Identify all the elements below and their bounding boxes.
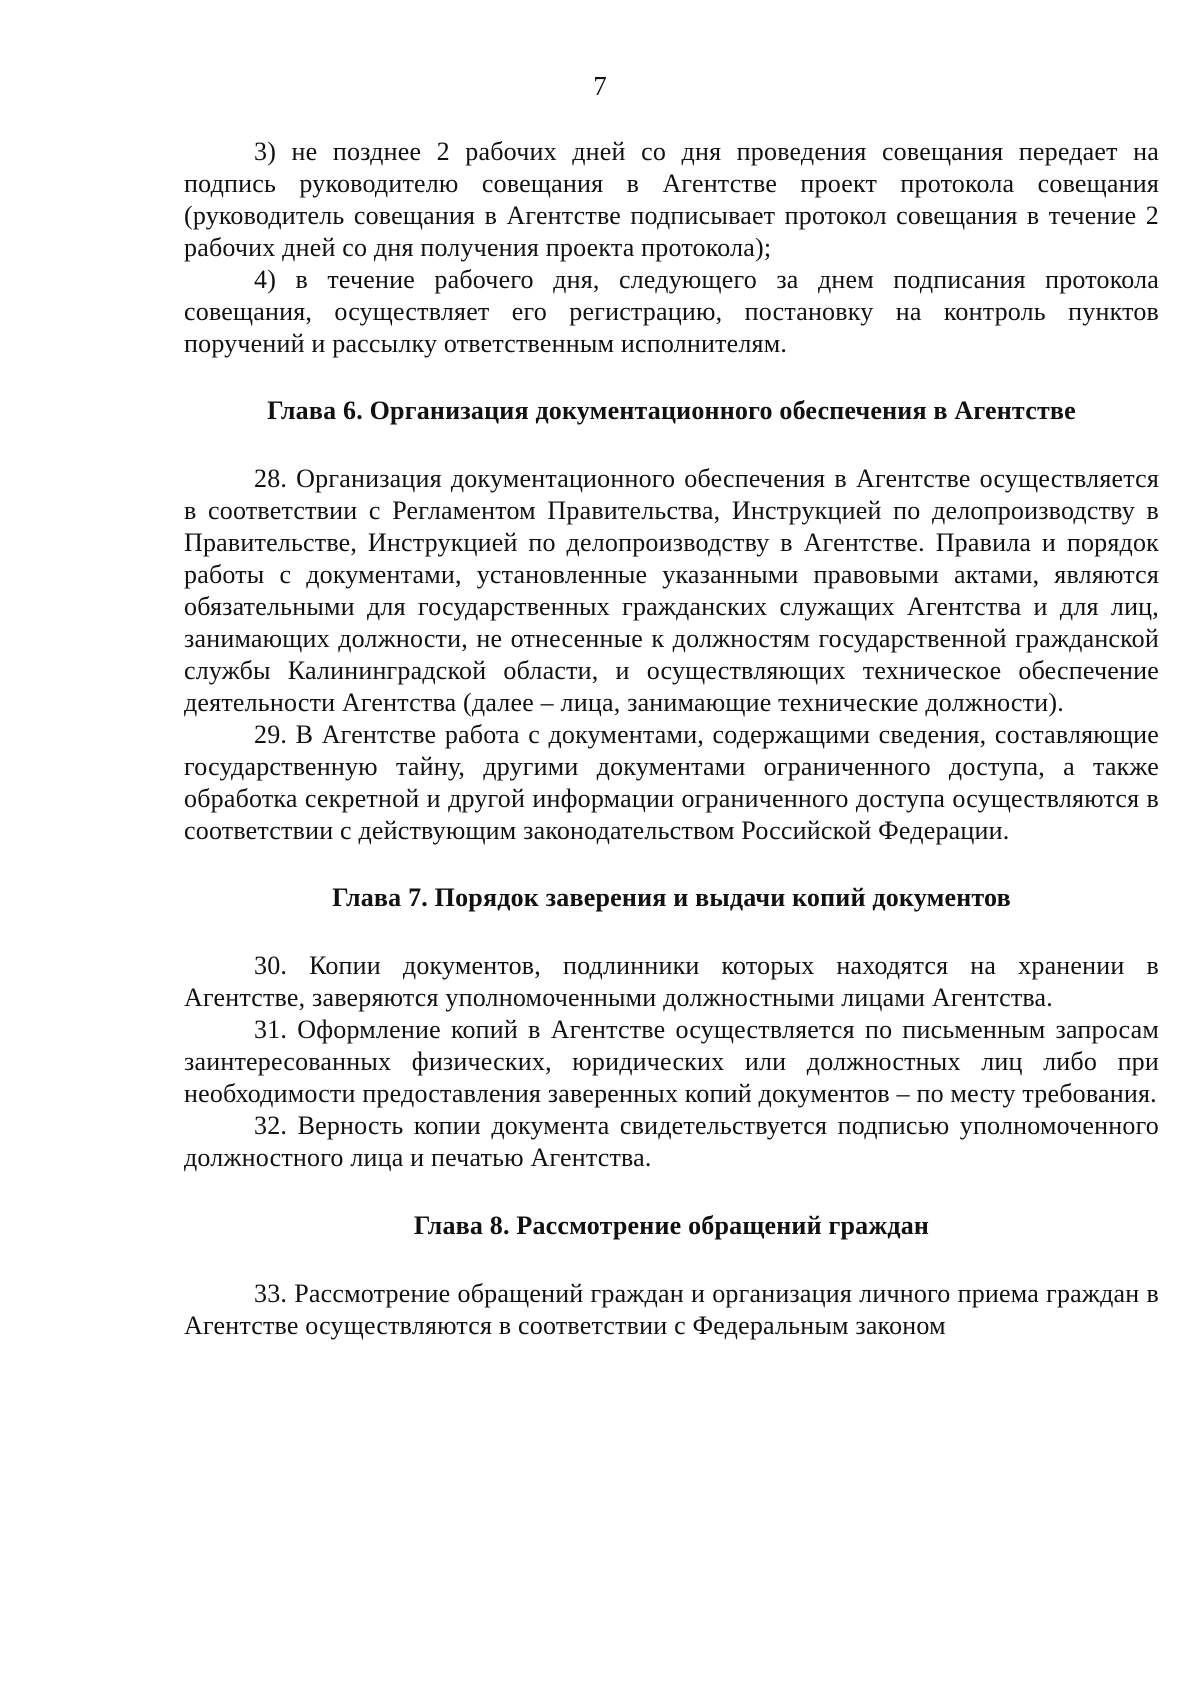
paragraph-30: 30. Копии документов, подлинники которых находятся на хранении в Агентстве, заверяются уполномоченными должностными лицами Агентства. bbox=[184, 951, 1159, 1012]
document-body bbox=[184, 136, 1159, 1342]
paragraph-28: 28. Организация документационного обеспечения в Агентстве осуществляется в соответствии с Регламентом Правительства, Инструкцией по делопроизводству в Правительстве, Инструкцией по делопроизводству в Агентстве. Правила и порядок работы с документами, установленные указанными правовыми актами, являются обязательными для государственных гражданских служащих Агентства и для лиц, занимающих должности, не отнесенные к должностям государственной гражданской службы Калининградской области, и осуществляющих техническое обеспечение деятельности Агентства (далее – лица, занимающие технические должности). bbox=[184, 464, 1159, 717]
paragraph-item-3: 3) не позднее 2 рабочих дней со дня проведения совещания передает на подпись руководителю совещания в Агентстве проект протокола совещания (руководитель совещания в Агентстве подписывает протокол совещания в течение 2 рабочих дней со дня получения проекта протокола); bbox=[184, 137, 1159, 262]
chapter-8-title: Глава 8. Рассмотрение обращений граждан bbox=[413, 1211, 930, 1240]
paragraph-31: 31. Оформление копий в Агентстве осуществляется по письменным запросам заинтересованных физических, юридических или должностных лиц либо при необходимости предоставления заверенных копий документов – по месту требования. bbox=[184, 1015, 1159, 1108]
chapter-7-title: Глава 7. Порядок заверения и выдачи копий документов bbox=[332, 883, 1011, 912]
paragraph-29: 29. В Агентстве работа с документами, содержащими сведения, составляющие государственную тайну, другими документами ограниченного доступа, а также обработка секретной и другой информации ограниченного доступа осуществляются в соответствии с действующим законодательством Российской Федерации. bbox=[184, 720, 1159, 845]
page-number: 7 bbox=[593, 71, 607, 101]
chapter-6-title: Глава 6. Организация документационного обеспечения в Агентстве bbox=[267, 396, 1076, 425]
paragraph-item-4: 4) в течение рабочего дня, следующего за днем подписания протокола совещания, осуществляет его регистрацию, постановку на контроль пунктов поручений и рассылку ответственным исполнителям. bbox=[184, 265, 1159, 358]
paragraph-32: 32. Верность копии документа свидетельствуется подписью уполномоченного должностного лица и печатью Агентства. bbox=[184, 1111, 1159, 1172]
paragraph-33: 33. Рассмотрение обращений граждан и организация личного приема граждан в Агентстве осуществляются в соответствии с Федеральным законом bbox=[184, 1279, 1159, 1340]
